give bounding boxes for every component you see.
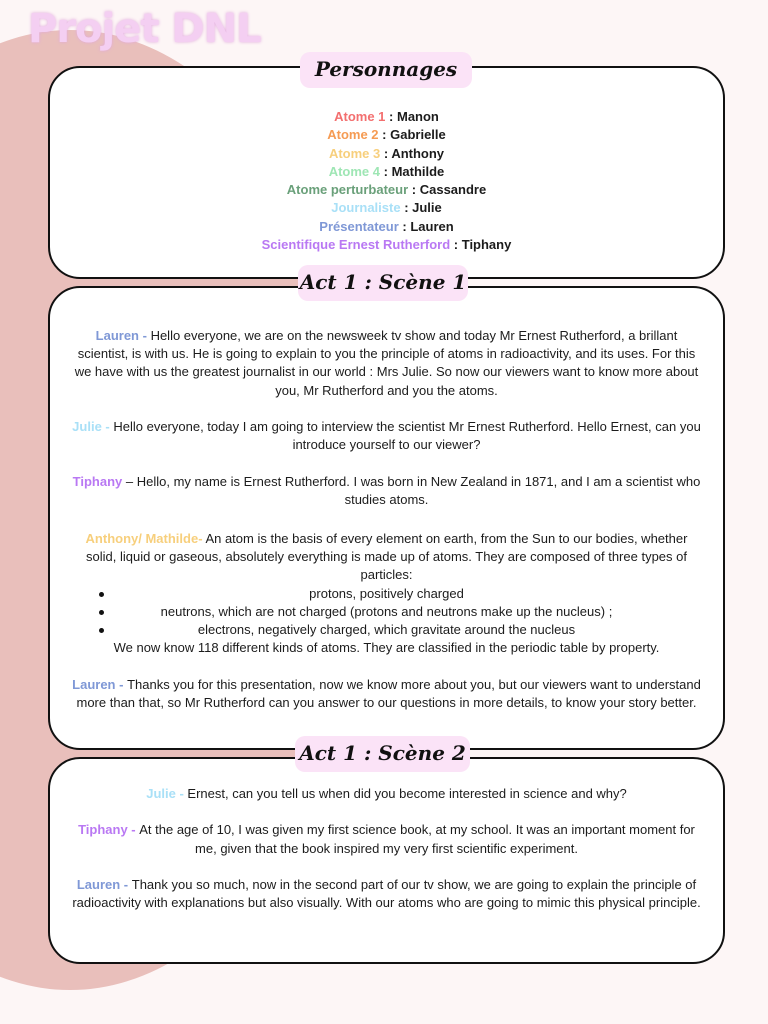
scene-1-heading: Act 1 : Scène 1 <box>298 265 468 301</box>
dialogue-line <box>70 821 703 857</box>
actor-name: Mathilde <box>391 163 445 179</box>
dialogue-text: Thank you so much, now in the second part of our tv show, we are going to explain the principle of radioactivity with explanations but also visually. With our atoms who are going to mimic this physical principle. <box>72 876 701 911</box>
dialogue-text: We now know 118 different kinds of atoms. They are classified in the periodic table by property. <box>113 640 660 656</box>
speaker-label: Tiphany <box>72 473 123 489</box>
cast-entry <box>48 145 725 163</box>
scene-1-dialogue <box>70 327 703 730</box>
role-separator: : <box>378 127 391 143</box>
scene-2-dialogue <box>70 785 703 931</box>
dialogue-text: Thanks you for this presentation, now we know more about you, but our viewers want to understand more than that, so Mr Rutherford can you answer to our questions in more details, to know your story better. <box>76 676 701 710</box>
speaker-label: Lauren - <box>76 876 132 892</box>
dialogue-text: Ernest, can you tell us when did you become interested in science and why? <box>187 786 627 801</box>
actor-name: Manon <box>396 109 439 124</box>
actor-name: Cassandre <box>419 182 487 198</box>
actor-name: Tiphany <box>461 237 512 253</box>
speaker-label: Julie - <box>146 786 188 801</box>
actor-name: Lauren <box>410 218 454 234</box>
cast-entry <box>48 236 725 254</box>
cast-list <box>48 108 725 254</box>
dialogue-line <box>70 473 703 509</box>
speaker-label: Tiphany - <box>78 822 140 838</box>
dialogue-line <box>70 327 703 400</box>
role-label: Scientifique Ernest Rutherford <box>261 237 451 253</box>
role-label: Atome 4 <box>328 163 380 179</box>
dialogue-text: – Hello, my name is Ernest Rutherford. I was born in New Zealand in 1871, and I am a scientist who studies atoms. <box>122 473 701 507</box>
role-separator: : <box>380 145 392 161</box>
dialogue-line <box>70 418 703 454</box>
role-label: Journaliste <box>331 200 401 216</box>
speaker-label: Anthony/ Mathilde- <box>85 531 203 546</box>
scene-2-heading: Act 1 : Scène 2 <box>295 736 470 772</box>
dialogue-text: Hello everyone, today I am going to interview the scientist Mr Ernest Rutherford. Hello Ernest, can you introduce yourself to our viewer? <box>113 419 701 453</box>
role-separator: : <box>450 237 462 253</box>
particle-list <box>70 585 703 640</box>
actor-name: Julie <box>412 200 442 216</box>
actor-name: Gabrielle <box>390 127 446 143</box>
role-label: Atome 2 <box>327 127 379 143</box>
role-separator: : <box>380 163 392 179</box>
role-label: Atome 1 <box>334 109 386 124</box>
role-label: Présentateur <box>319 218 399 234</box>
speaker-label: Lauren - <box>95 328 151 343</box>
atom-explanation <box>70 530 703 657</box>
actor-name: Anthony <box>391 145 445 161</box>
page-title: Projet DNL <box>28 6 261 52</box>
cast-entry <box>48 163 725 181</box>
dialogue-text: An atom is the basis of every element on earth, from the Sun to our bodies, whether solid, liquid or gaseous, absolutely everything is made up of atoms. They are composed of three types of particles: <box>86 531 688 583</box>
cast-entry <box>48 199 725 217</box>
cast-entry <box>48 126 725 144</box>
speaker-label: Lauren - <box>72 676 128 692</box>
role-label: Atome perturbateur <box>286 182 409 198</box>
role-separator: : <box>408 182 420 198</box>
dialogue-text: Hello everyone, we are on the newsweek tv show and today Mr Ernest Rutherford, a brillant scientist, is with us. He is going to explain to you the principle of atoms in radioactivity, and its uses. For this we have with us the greatest journalist in our world : Mrs Julie. So now our viewers want to know more about you, Mr Rutherford and you the atoms. <box>74 328 699 398</box>
dialogue-line <box>70 676 703 712</box>
cast-entry <box>48 218 725 236</box>
list-item: protons, positively charged <box>70 585 703 603</box>
dialogue-line <box>70 785 703 803</box>
cast-entry <box>48 108 725 126</box>
cast-entry <box>48 181 725 199</box>
role-label: Atome 3 <box>328 145 381 161</box>
speaker-label: Julie - <box>72 419 114 434</box>
list-item: electrons, negatively charged, which gravitate around the nucleus <box>70 621 703 639</box>
role-separator: : <box>385 109 397 124</box>
role-separator: : <box>398 218 411 234</box>
dialogue-text: At the age of 10, I was given my first science book, at my school. It was an important moment for me, given that the book inspired my very first scientific experiment. <box>139 822 695 856</box>
list-item: neutrons, which are not charged (protons and neutrons make up the nucleus) ; <box>70 603 703 621</box>
dialogue-line <box>70 876 703 912</box>
role-separator: : <box>400 200 413 216</box>
personnages-heading: Personnages <box>300 52 472 88</box>
